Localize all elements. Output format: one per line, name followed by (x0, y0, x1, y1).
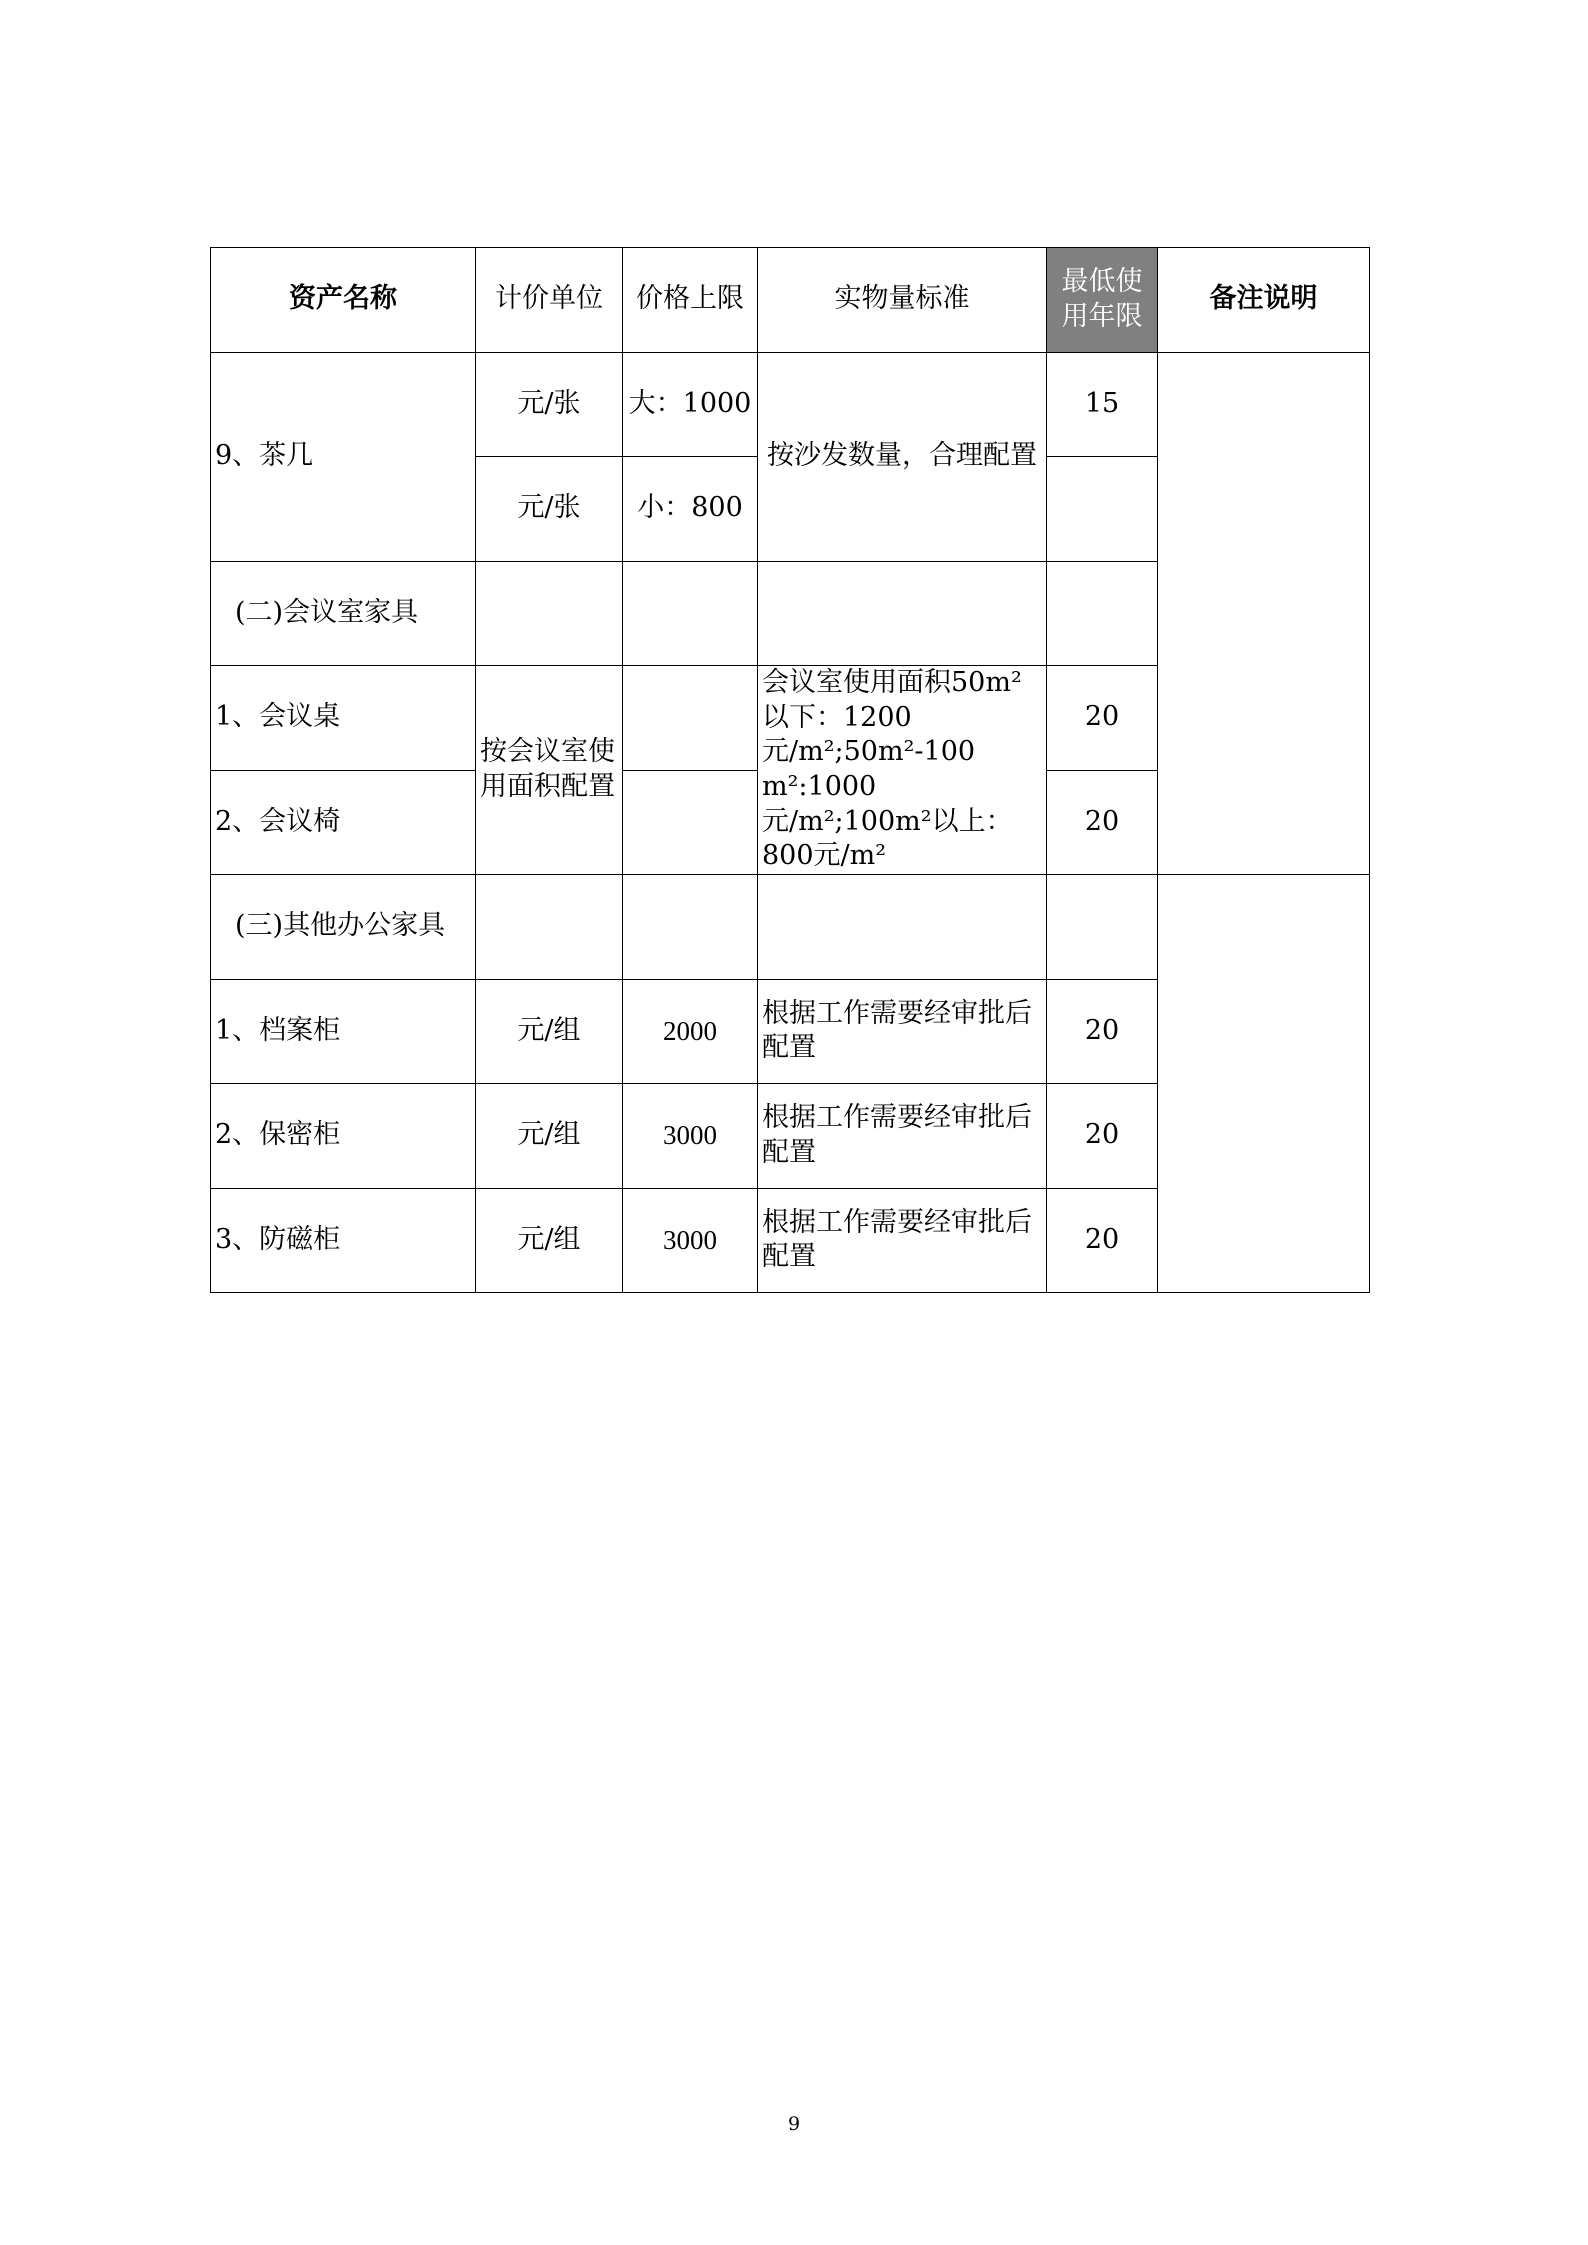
meeting-standard: 会议室使用面积50m²以下：1200元/m²;50m²-100 m²:1000元/m²;100m²以上：800元/m² (758, 666, 1047, 875)
meeting-desk-years: 20 (1047, 666, 1158, 771)
meeting-desk-name: 1、会议桌 (211, 666, 476, 771)
item-price: 2000 (623, 979, 758, 1084)
remarks-cell-upper (1158, 352, 1370, 875)
empty-cell (758, 875, 1047, 980)
tea-table-unit-large: 元/张 (476, 352, 623, 457)
header-price-limit: 价格上限 (623, 248, 758, 353)
header-remarks: 备注说明 (1158, 248, 1370, 353)
item-unit: 元/组 (476, 1188, 623, 1293)
meeting-chair-years: 20 (1047, 770, 1158, 875)
tea-table-standard: 按沙发数量，合理配置 (758, 352, 1047, 561)
remarks-cell-lower (1158, 875, 1370, 1293)
item-standard: 根据工作需要经审批后配置 (758, 979, 1047, 1084)
item-unit: 元/组 (476, 979, 623, 1084)
empty-cell (476, 875, 623, 980)
item-years: 20 (1047, 979, 1158, 1084)
section-title-meeting: (二)会议室家具 (211, 561, 476, 666)
table-row (211, 352, 1370, 457)
header-min-years (1047, 248, 1158, 353)
header-pricing-unit: 计价单位 (476, 248, 623, 353)
header-min-years-line1: 最低使 (1061, 266, 1143, 298)
item-price: 3000 (623, 1084, 758, 1189)
tea-table-unit-small: 元/张 (476, 457, 623, 562)
item-years: 20 (1047, 1188, 1158, 1293)
item-name: 2、保密柜 (211, 1084, 476, 1189)
empty-cell (1047, 561, 1158, 666)
header-physical-standard: 实物量标准 (758, 248, 1047, 353)
empty-cell (623, 666, 758, 771)
meeting-unit: 按会议室使用面积配置 (476, 666, 623, 875)
tea-table-years-small (1047, 457, 1158, 562)
item-name: 3、防磁柜 (211, 1188, 476, 1293)
empty-cell (1047, 875, 1158, 980)
section-title-other: (三)其他办公家具 (211, 875, 476, 980)
item-price: 3000 (623, 1188, 758, 1293)
page-number: 9 (787, 2113, 801, 2135)
tea-table-price-small: 小：800 (623, 457, 758, 562)
item-unit: 元/组 (476, 1084, 623, 1189)
empty-cell (758, 561, 1047, 666)
tea-table-price-large: 大：1000 (623, 352, 758, 457)
section-row-other (211, 875, 1370, 980)
item-years: 20 (1047, 1084, 1158, 1189)
header-asset-name: 资产名称 (211, 248, 476, 353)
header-min-years-line2: 用年限 (1061, 300, 1143, 332)
item-standard: 根据工作需要经审批后配置 (758, 1188, 1047, 1293)
table-header-row (211, 248, 1370, 353)
empty-cell (623, 561, 758, 666)
meeting-chair-name: 2、会议椅 (211, 770, 476, 875)
tea-table-years: 15 (1047, 352, 1158, 457)
item-name: 1、档案柜 (211, 979, 476, 1084)
item-standard: 根据工作需要经审批后配置 (758, 1084, 1047, 1189)
empty-cell (623, 875, 758, 980)
tea-table-name: 9、茶几 (211, 352, 476, 561)
empty-cell (476, 561, 623, 666)
asset-standard-table (210, 247, 1370, 1293)
empty-cell (623, 770, 758, 875)
